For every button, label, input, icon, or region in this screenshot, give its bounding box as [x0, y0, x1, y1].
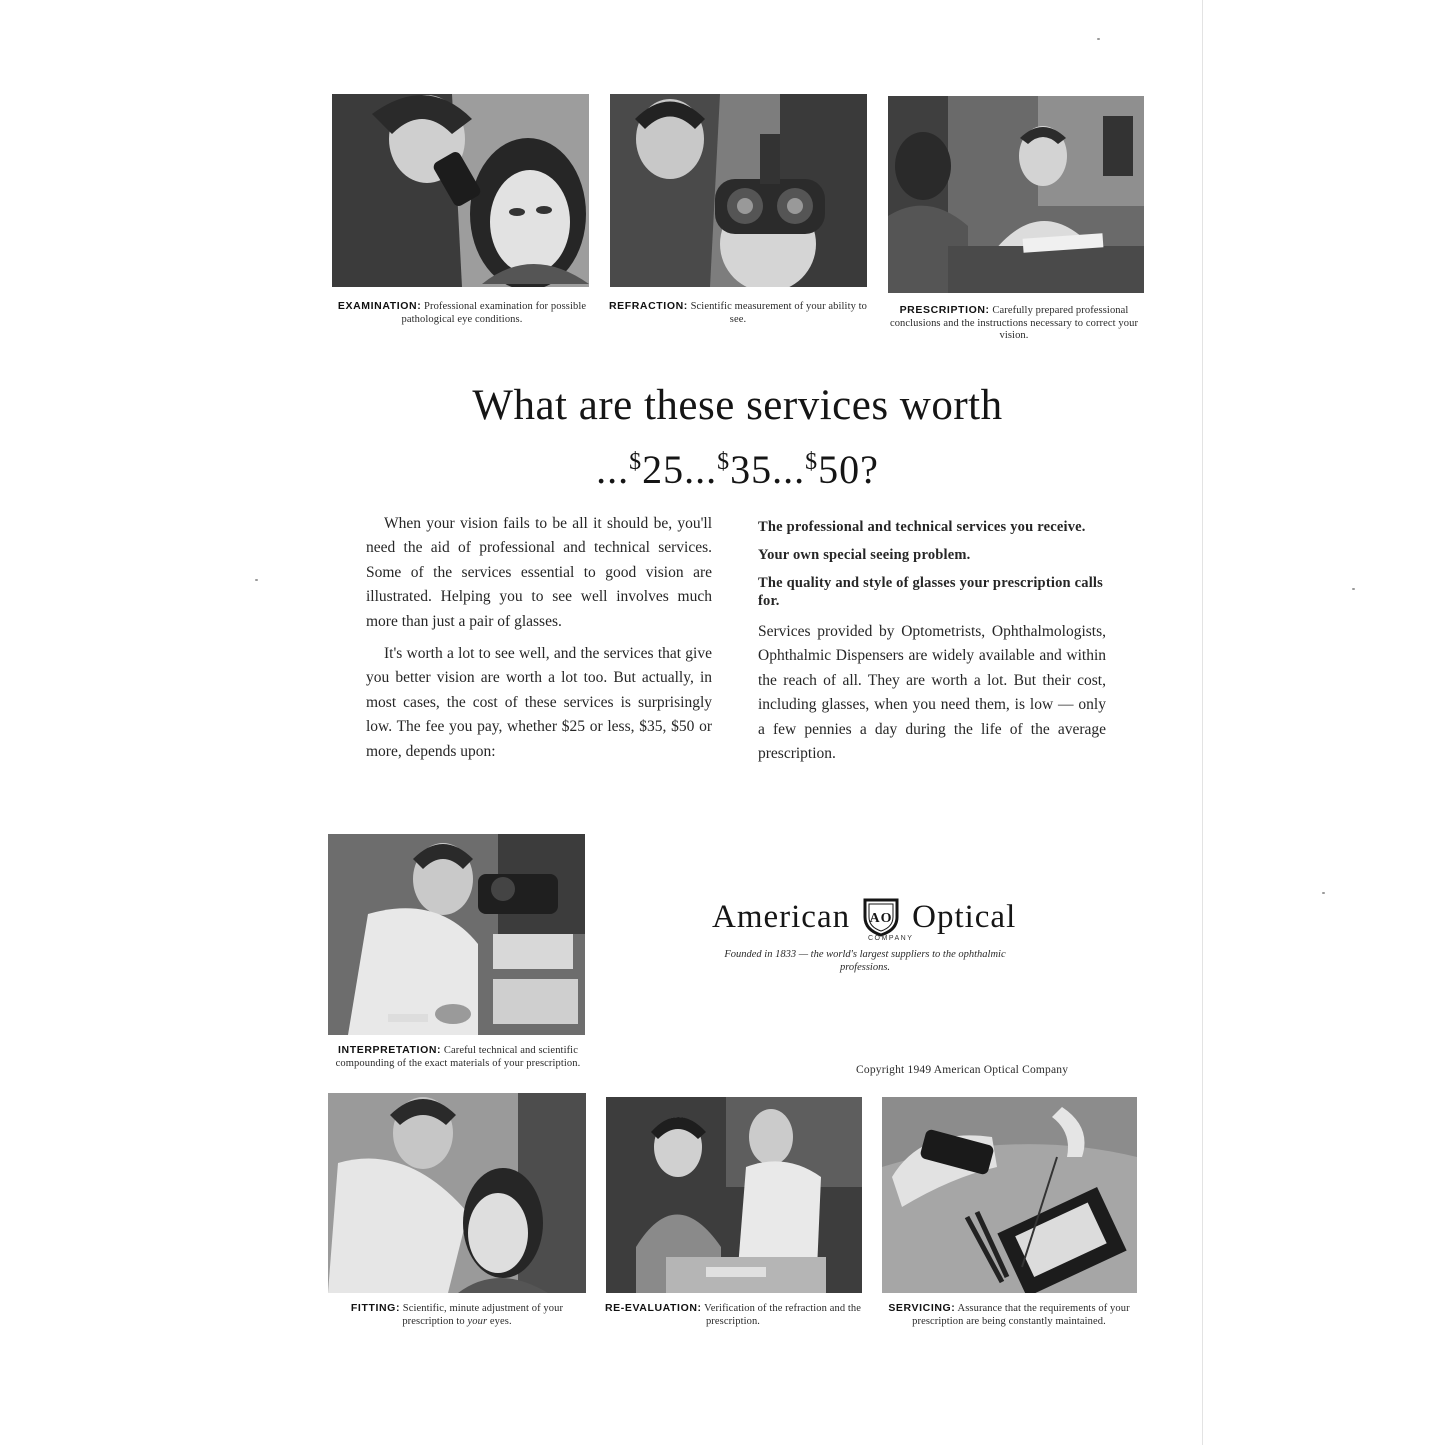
caption-reevaluation	[602, 1302, 864, 1328]
caption-text: Professional examination for possible pathological eye conditions.	[401, 301, 587, 325]
caption-interpretation	[328, 1044, 588, 1070]
question-mark: ?	[860, 447, 879, 492]
brand-block	[712, 897, 1072, 974]
caption-label: SERVICING:	[888, 1302, 956, 1314]
right-paragraph-1: Services provided by Optometrists, Ophthalmologists, Ophthalmic Dispensers are widely available and within the reach of all. They are worth a lot. But their cost, including glasses, when you need them, is low — only a few pennies a day during the life of the average prescription.	[758, 623, 1106, 763]
brand-name	[712, 897, 1072, 937]
photo-servicing	[882, 1097, 1137, 1293]
copyright: Copyright 1949 American Optical Company	[856, 1064, 1069, 1076]
brand-name-left: American	[712, 898, 851, 935]
left-paragraph-1: When your vision fails to be all it should be, you'll need the aid of professional and technical services. Some of the services essential to good vision are illustrated. Helping you to see well involves much more than just a pair of glasses.	[366, 515, 712, 630]
caption-fitting	[326, 1302, 588, 1328]
left-paragraph-2: It's worth a lot to see well, and the services that give you better vision are worth a lot too. But actually, in most cases, the cost of these services is surprisingly low. The fee you pay, whether $25 or less, $35, $50 or more, depends upon:	[366, 645, 712, 760]
svg-text:AO: AO	[869, 911, 893, 926]
right-item-3: The quality and style of glasses your prescription calls for.	[758, 575, 1103, 609]
ellipsis: ...	[772, 447, 806, 492]
caption-emphasis: your	[467, 1315, 488, 1327]
photo-prescription	[888, 96, 1144, 293]
caption-label: PRESCRIPTION:	[899, 304, 990, 316]
caption-label: FITTING:	[350, 1302, 401, 1314]
brand-tagline: Founded in 1833 — the world's largest suppliers to the ophthalmic professions.	[724, 949, 1006, 973]
dollar-sign: $	[629, 449, 643, 475]
brand-company: COMPANY	[868, 935, 914, 942]
caption-text-end: eyes.	[489, 1315, 512, 1327]
dollar-sign: $	[805, 449, 819, 475]
caption-label: REFRACTION:	[608, 300, 688, 312]
print-speck	[255, 579, 258, 581]
caption-label: EXAMINATION:	[337, 300, 422, 312]
left-column	[366, 512, 712, 772]
print-speck	[1322, 892, 1325, 894]
caption-label: INTERPRETATION:	[338, 1044, 442, 1056]
price-35: 35	[730, 447, 773, 492]
photo-examination	[332, 94, 589, 287]
photo-fitting	[328, 1093, 586, 1293]
caption-text: Carefully prepared professional conclusions and the instructions necessary to correct your vision.	[889, 305, 1139, 341]
ao-shield-logo-icon	[862, 897, 900, 937]
right-item-2: Your own special seeing problem.	[758, 547, 971, 563]
right-column	[758, 518, 1106, 774]
caption-refraction	[608, 300, 868, 326]
ellipsis: ...	[596, 447, 630, 492]
caption-label: RE-EVALUATION:	[604, 1302, 702, 1314]
headline-prices	[330, 434, 1145, 498]
right-item-1: The professional and technical services you receive.	[758, 519, 1086, 535]
caption-servicing	[878, 1302, 1140, 1328]
price-50: 50	[818, 447, 861, 492]
price-25: 25	[642, 447, 685, 492]
caption-examination	[332, 300, 592, 326]
brand-name-right: Optical	[912, 898, 1017, 935]
photo-refraction	[610, 94, 867, 287]
headline-line1: What are these services worth	[472, 382, 1003, 429]
photo-interpretation	[328, 834, 585, 1035]
photo-reevaluation	[606, 1097, 862, 1293]
caption-text: Careful technical and scientific compounding of the exact materials of your prescription.	[335, 1045, 581, 1069]
page-edge	[1202, 0, 1203, 1445]
ellipsis: ...	[684, 447, 718, 492]
caption-prescription	[884, 304, 1144, 343]
caption-text: Verification of the refraction and the prescription.	[704, 1303, 862, 1327]
caption-text: Assurance that the requirements of your prescription are being constantly maintained.	[912, 1303, 1130, 1327]
headline	[330, 378, 1145, 498]
caption-text: Scientific, minute adjustment of your prescription to	[402, 1303, 564, 1327]
caption-text: Scientific measurement of your ability to see.	[690, 301, 868, 325]
print-speck	[1097, 38, 1100, 40]
print-speck	[1352, 588, 1355, 590]
dollar-sign: $	[717, 449, 731, 475]
